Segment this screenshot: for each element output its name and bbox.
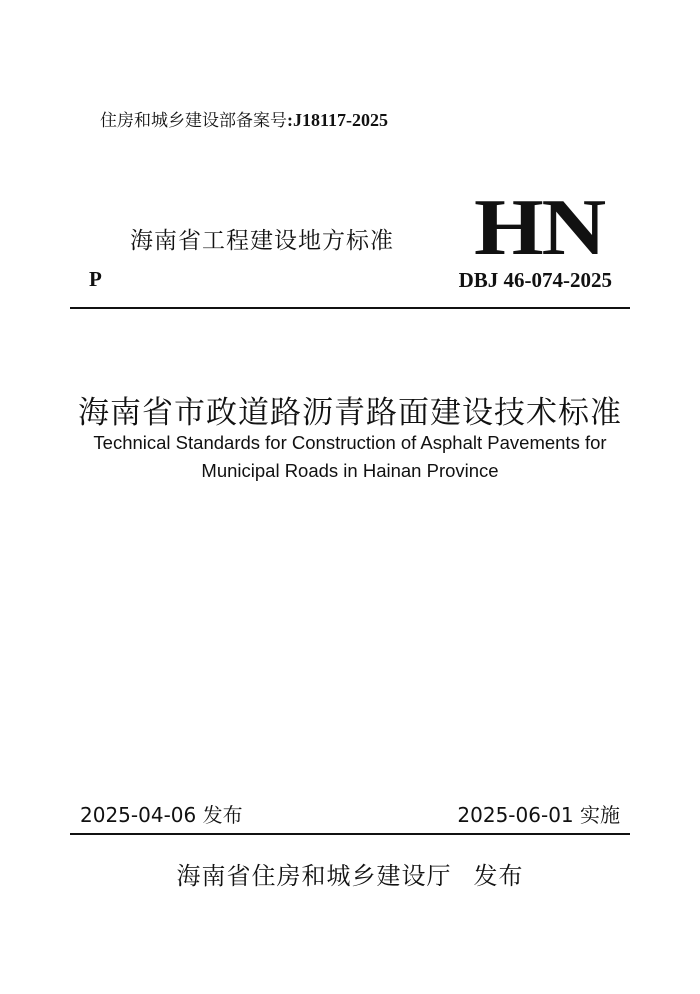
filing-label: 住房和城乡建设部备案号 (100, 111, 287, 131)
bottom-divider (70, 833, 630, 835)
filing-separator: : (287, 110, 293, 130)
publisher-action: 发布 (473, 862, 524, 890)
document-title-cn: 海南省市政道路沥青路面建设技术标准 (78, 395, 622, 431)
classification-mark: P (89, 267, 102, 291)
document-title-en-line2: Municipal Roads in Hainan Province (201, 460, 499, 481)
publisher (0, 856, 700, 891)
implementation-date: 2025-06-01 实施 (457, 803, 620, 827)
filing-number (100, 106, 388, 131)
filing-code: J18117-2025 (293, 110, 389, 130)
hn-logo: HN (474, 184, 604, 272)
top-divider (70, 307, 630, 309)
standard-number: DBJ 46-074-2025 (458, 268, 612, 292)
document-title-en-line1: Technical Standards for Construction of Asphalt Pavements for (93, 432, 607, 453)
standard-category: 海南省工程建设地方标准 (130, 228, 394, 254)
publisher-name: 海南省住房和城乡建设厅 (176, 862, 452, 890)
issue-date: 2025-04-06 发布 (80, 803, 243, 827)
